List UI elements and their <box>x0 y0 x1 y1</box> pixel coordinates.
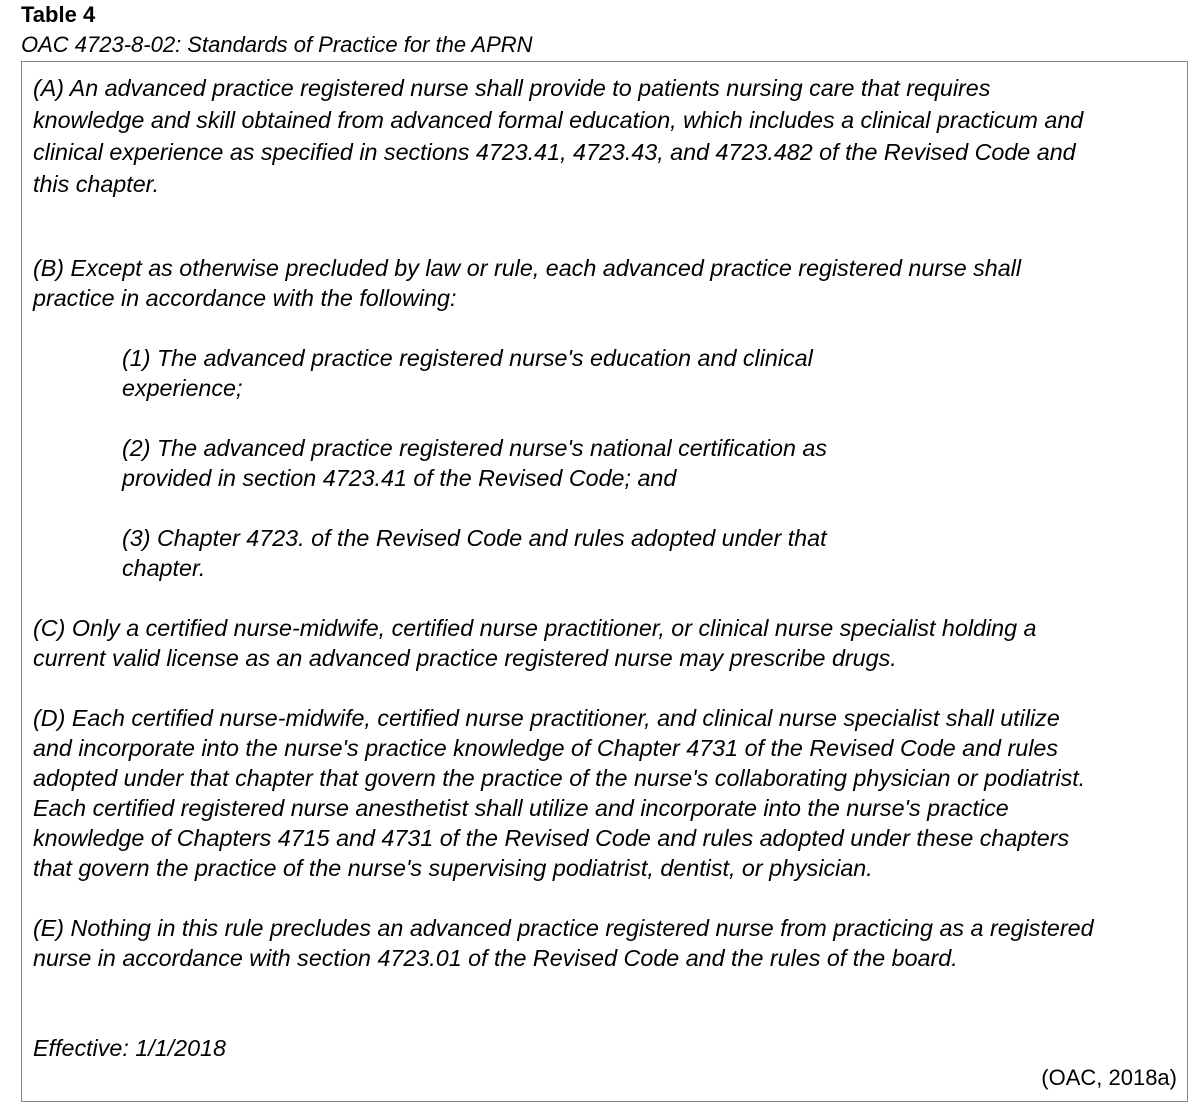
paragraph-e: (E) Nothing in this rule precludes an advanced practice registered nurse from practicing as a registered nurse in accordance with section 4723.01 of the Revised Code and the rules of the board. <box>33 915 1094 971</box>
rule-text-box <box>21 61 1188 1102</box>
effective-date: Effective: 1/1/2018 <box>33 1035 226 1061</box>
table-caption: OAC 4723-8-02: Standards of Practice for the APRN <box>21 32 533 57</box>
paragraph-b2: (2) The advanced practice registered nurse's national certification as provided in section 4723.41 of the Revised Code; and <box>122 435 828 491</box>
citation: (OAC, 2018a) <box>1041 1065 1177 1090</box>
paragraph-b: (B) Except as otherwise precluded by law or rule, each advanced practice registered nurse shall practice in accordance with the following: <box>33 255 1022 311</box>
paragraph-d: (D) Each certified nurse-midwife, certified nurse practitioner, and clinical nurse specialist shall utilize and incorporate into the nurse's practice knowledge of Chapter 4731 of the Revised Code and rules adopted under that chapter that govern the practice of the nurse's collaborating physician or podiatrist. Each certified registered nurse anesthetist shall utilize and incorporate into the nurse's practice knowledge of Chapters 4715 and 4731 of the Revised Code and rules adopted under these chapters that govern the practice of the nurse's supervising podiatrist, dentist, or physician. <box>33 705 1086 881</box>
paragraph-a: (A) An advanced practice registered nurse shall provide to patients nursing care that requires knowledge and skill obtained from advanced formal education, which includes a clinical practicum and clinical experience as specified in sections 4723.41, 4723.43, and 4723.482 of the Revised Code and this chapter. <box>33 75 1084 197</box>
paragraph-b1: (1) The advanced practice registered nurse's education and clinical experience; <box>122 345 813 401</box>
table-label: Table 4 <box>21 2 96 27</box>
paragraph-b3: (3) Chapter 4723. of the Revised Code and rules adopted under that chapter. <box>122 525 827 581</box>
paragraph-c: (C) Only a certified nurse-midwife, certified nurse practitioner, or clinical nurse specialist holding a current valid license as an advanced practice registered nurse may prescribe drugs. <box>33 615 1037 671</box>
